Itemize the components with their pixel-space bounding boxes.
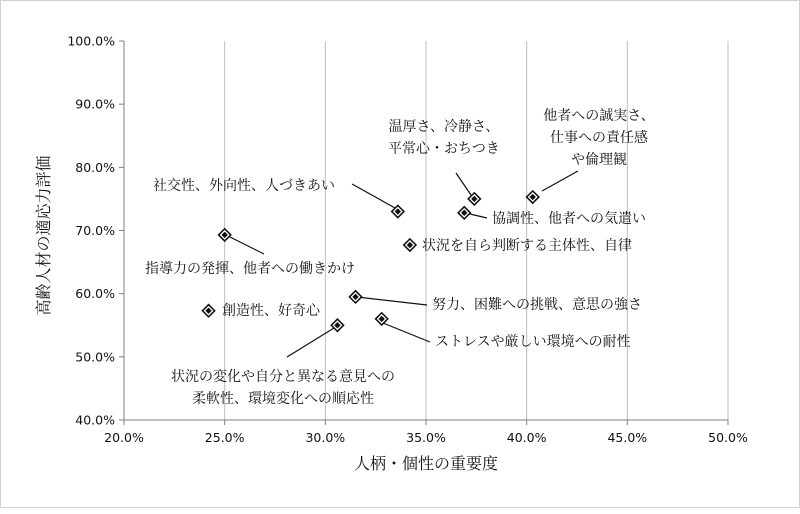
y-tick-label: 40.0%: [75, 412, 115, 428]
x-tick-label: 35.0%: [406, 430, 446, 445]
point-label: 努力、困難への挑戦、意思の強さ: [432, 297, 642, 313]
leader-line: [456, 173, 471, 195]
x-tick-label: 25.0%: [204, 430, 245, 445]
x-tick-label: 30.0%: [305, 430, 346, 445]
leader-line: [470, 214, 487, 218]
x-tick-label: 45.0%: [607, 430, 648, 445]
point-label: や倫理観: [571, 152, 627, 168]
data-point: [201, 304, 215, 318]
point-label: 状況の変化や自分と異なる意見への: [171, 369, 395, 385]
y-tick-label: 80.0%: [75, 159, 115, 175]
y-tick-label: 90.0%: [75, 96, 115, 112]
x-tick-label: 20.0%: [104, 430, 144, 445]
y-tick-label: 50.0%: [75, 349, 115, 365]
scatter-chart: [1, 1, 800, 509]
leader-line: [542, 171, 578, 191]
y-axis-title: 高齢人材の適応力評価: [34, 155, 53, 316]
data-point: [330, 318, 344, 332]
y-tick-label: 100.0%: [67, 33, 115, 49]
data-point: [217, 228, 231, 242]
data-point: [403, 238, 417, 252]
leader-line: [287, 328, 334, 357]
point-labels: [145, 107, 655, 407]
leader-line: [352, 184, 395, 208]
point-label: 状況を自ら判断する主体性、自律: [422, 238, 632, 254]
data-point: [467, 192, 481, 206]
data-point: [348, 290, 362, 304]
point-label: 他者への誠実さ、: [543, 108, 655, 124]
point-label: 創造性、好奇心: [222, 303, 320, 319]
point-label: ストレスや厳しい環境への耐性: [435, 334, 631, 350]
leader-line: [357, 297, 427, 305]
x-tick-label: 50.0%: [708, 430, 748, 445]
y-tick-label: 60.0%: [75, 286, 115, 302]
point-label: 指導力の発揮、他者への働きかけ: [145, 261, 355, 277]
y-tick-label: 70.0%: [75, 223, 115, 238]
leader-line: [383, 323, 430, 342]
data-point: [457, 206, 471, 220]
point-label: 仕事への責任感: [550, 130, 648, 146]
point-label: 温厚さ、冷静さ、: [388, 119, 500, 135]
point-label: 柔軟性、環境変化への順応性: [192, 391, 374, 407]
x-axis-title: 人柄・個性の重要度: [353, 454, 499, 473]
point-label: 平常心・おちつき: [388, 141, 500, 157]
gridlines: [124, 41, 728, 420]
point-label: 社交性、外向性、人づきあい: [153, 178, 335, 194]
axes: [67, 34, 748, 446]
x-tick-label: 40.0%: [506, 430, 547, 445]
leader-line: [230, 237, 264, 254]
data-point: [526, 190, 540, 204]
point-label: 協調性、他者への気遣い: [492, 211, 646, 227]
